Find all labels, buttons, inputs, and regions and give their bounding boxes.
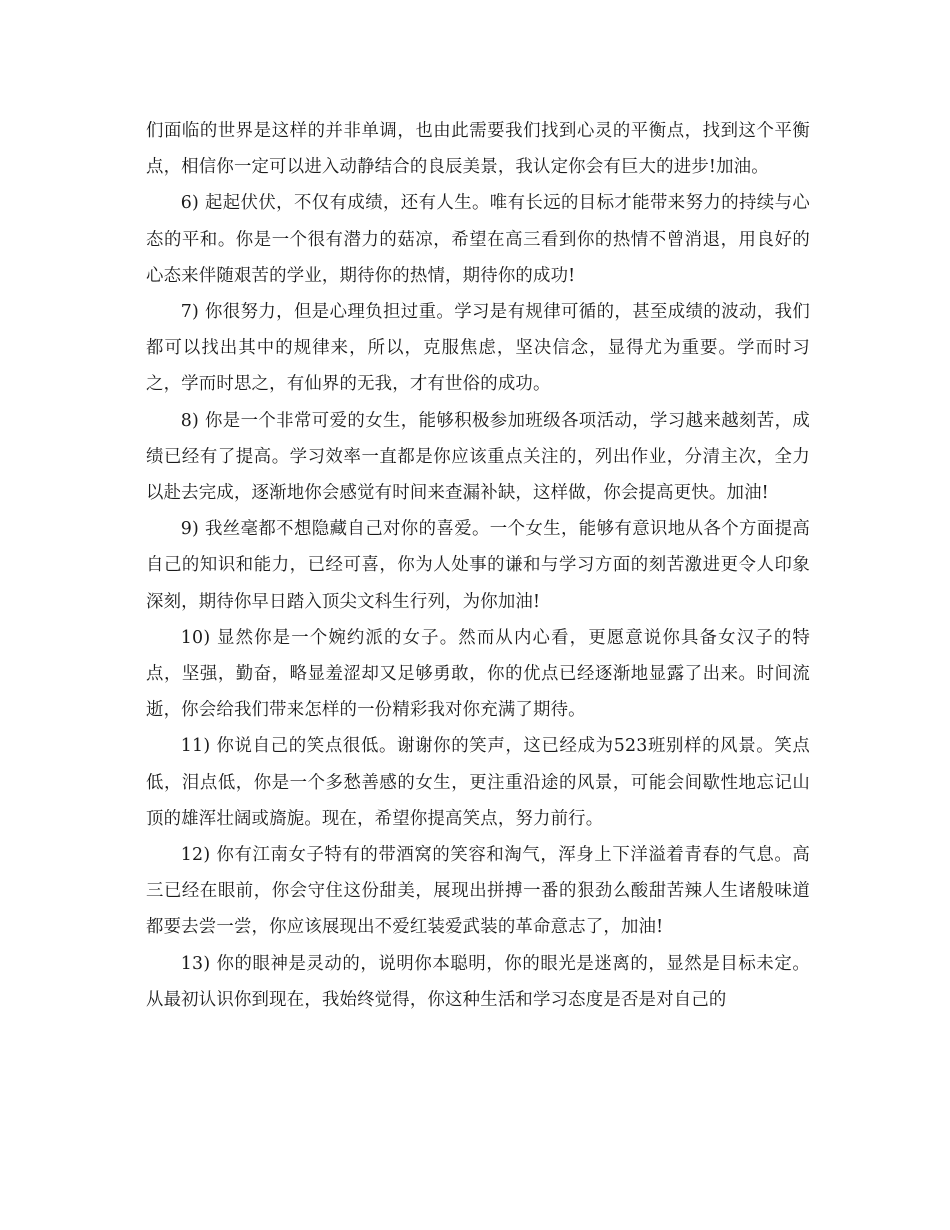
paragraph-continued: 们面临的世界是这样的并非单调，也由此需要我们找到心灵的平衡点，找到这个平衡点，相信你一定可以进入动静结合的良辰美景，我认定你会有巨大的进步!加油。 [146, 121, 810, 178]
comment-11: 11) 你说自己的笑点很低。谢谢你的笑声，这已经成为523班别样的风景。笑点低，泪点低，你是一个多愁善感的女生，更注重沿途的风景，可能会间歇性地忘记山顶的雄浑壮阔或旖旎。现在，希望你提高笑点，努力前行。 [146, 736, 810, 829]
comment-12: 12) 你有江南女子特有的带酒窝的笑容和淘气，浑身上下洋溢着青春的气息。高三已经在眼前，你会守住这份甜美，展现出拼搏一番的狠劲么酸甜苦辣人生诸般味道都要去尝一尝，你应该展现出不爱红装爱武装的革命意志了，加油! [146, 845, 810, 938]
comment-7: 7) 你很努力，但是心理负担过重。学习是有规律可循的，甚至成绩的波动，我们都可以找出其中的规律来，所以，克服焦虑，坚决信念，显得尤为重要。学而时习之，学而时思之，有仙界的无我，才有世俗的成功。 [146, 302, 810, 395]
comment-8: 8) 你是一个非常可爱的女生，能够积极参加班级各项活动，学习越来越刻苦，成绩已经有了提高。学习效率一直都是你应该重点关注的，列出作业，分清主次，全力以赴去完成，逐渐地你会感觉有时间来查漏补缺，这样做，你会提高更快。加油! [146, 410, 810, 504]
document-body [146, 113, 810, 1018]
comment-13: 13) 你的眼神是灵动的，说明你本聪明，你的眼光是迷离的，显然是目标未定。从最初认识你到现在，我始终觉得，你这种生活和学习态度是否是对自己的 [146, 953, 810, 1010]
comment-10: 10) 显然你是一个婉约派的女子。然而从内心看，更愿意说你具备女汉子的特点，坚强，勤奋，略显羞涩却又足够勇敢，你的优点已经逐渐地显露了出来。时间流逝，你会给我们带来怎样的一份精彩我对你充满了期待。 [146, 627, 810, 721]
comment-9: 9) 我丝毫都不想隐藏自己对你的喜爱。一个女生，能够有意识地从各个方面提高自己的知识和能力，已经可喜，你为人处事的谦和与学习方面的刻苦激进更令人印象深刻，期待你早日踏入顶尖文科生行列，为你加油! [146, 519, 810, 612]
comment-6: 6) 起起伏伏，不仅有成绩，还有人生。唯有长远的目标才能带来努力的持续与心态的平和。你是一个很有潜力的菇凉，希望在高三看到你的热情不曾消退，用良好的心态来伴随艰苦的学业，期待你的热情，期待你的成功! [146, 193, 810, 286]
